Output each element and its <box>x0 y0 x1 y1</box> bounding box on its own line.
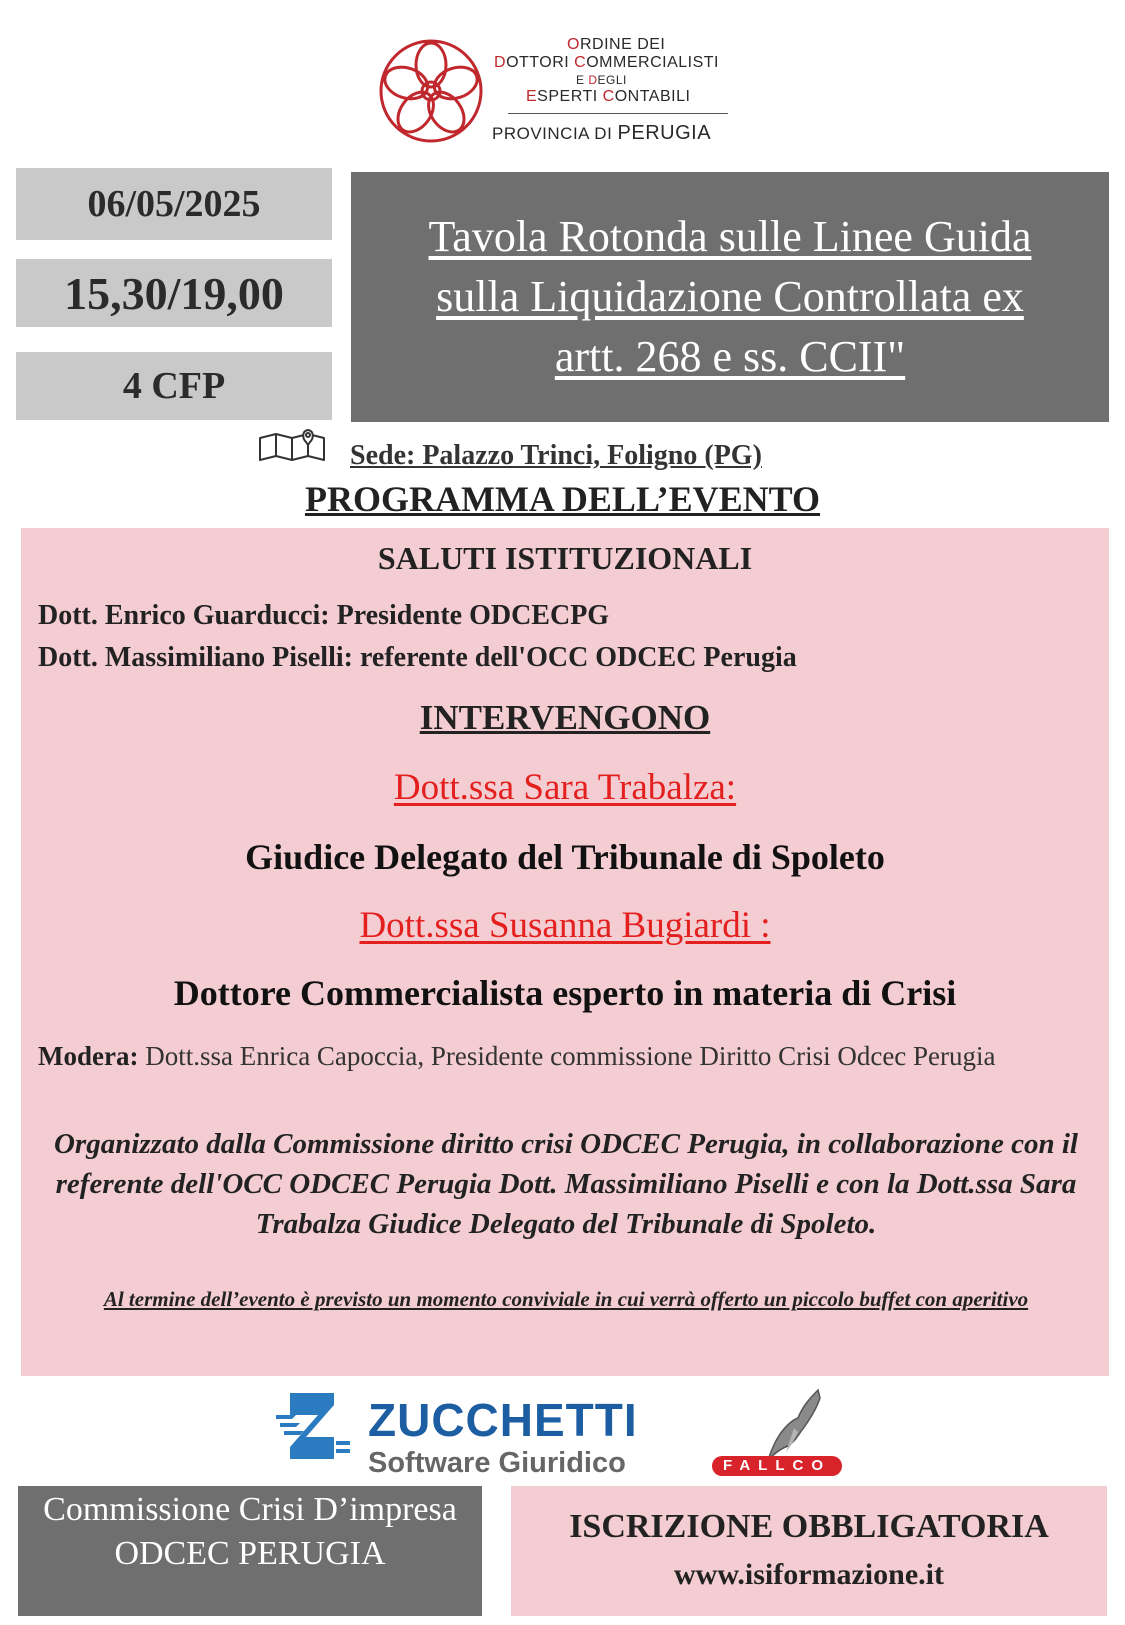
event-venue: Sede: Palazzo Trinci, Foligno (PG) <box>350 440 762 471</box>
registration-box <box>511 1486 1107 1616</box>
province-prefix: PROVINCIA DI <box>492 124 613 143</box>
org-divider <box>508 113 728 114</box>
moderator-text: Dott.ssa Enrica Capoccia, Presidente commissione Diritto Crisi Odcec Perugia <box>138 1041 996 1071</box>
greeting-item: Dott. Enrico Guarducci: Presidente ODCECPG <box>38 600 610 631</box>
greeting-item: Dott. Massimiliano Piselli: referente dell'OCC ODCEC Perugia <box>38 642 797 673</box>
speaker-name: Dott.ssa Susanna Bugiardi : <box>359 905 771 946</box>
org-name-line-4: ESPERTI CONTABILI <box>526 88 691 105</box>
org-province <box>492 122 711 145</box>
buffet-note: Al termine dell’evento è previsto un momento conviviale in cui verrà offerto un piccolo buffet con aperitivo <box>103 1287 1029 1311</box>
speaker-role: Dottore Commercialista esperto in materia di Crisi <box>173 973 957 1013</box>
program-title: PROGRAMMA DELL’EVENTO <box>304 479 821 519</box>
greetings-heading: SALUTI ISTITUZIONALI <box>377 540 753 576</box>
moderator-label: Modera: <box>38 1041 139 1071</box>
fallco-logo: FALLCO <box>712 1456 842 1476</box>
moderator-line <box>38 1036 1088 1076</box>
event-credits: 4 CFP <box>16 352 332 420</box>
odcec-rosette-logo <box>376 36 486 146</box>
speaker-role: Giudice Delegato del Tribunale di Spoleto <box>245 837 885 877</box>
registration-url: www.isiformazione.it <box>674 1558 944 1591</box>
zucchetti-subtitle: Software Giuridico <box>368 1447 626 1479</box>
zucchetti-logo-icon <box>276 1393 350 1459</box>
province-name: PERUGIA <box>617 122 712 144</box>
speaker-name: Dott.ssa Sara Trabalza: <box>393 767 737 808</box>
org-name-line-1: ORDINE DEI <box>567 36 666 53</box>
speakers-heading: INTERVENGONO <box>419 698 711 737</box>
event-title-box <box>351 172 1109 422</box>
zucchetti-name: ZUCCHETTI <box>368 1394 638 1446</box>
organizer-note: Organizzato dalla Commissione diritto crisi ODCEC Perugia, in collaborazione con il referente dell'OCC ODCEC Perugia Dott. Massimiliano Piselli e con la Dott.ssa Sara Trabalza Giudice Delegato del Tribunale di Spoleto. <box>53 1128 1078 1240</box>
commission-box <box>18 1486 482 1616</box>
event-time: 15,30/19,00 <box>16 259 332 327</box>
event-date: 06/05/2025 <box>16 168 332 240</box>
map-pin-icon <box>258 428 326 462</box>
program-panel <box>21 528 1109 1376</box>
org-name-line-2: DOTTORI COMMERCIALISTI <box>494 54 719 71</box>
org-name-line-3: E DEGLI <box>576 73 627 87</box>
event-title: Tavola Rotonda sulle Linee Guida sulla Liquidazione Controllata ex artt. 268 e ss. CCII" <box>428 212 1032 381</box>
registration-title: ISCRIZIONE OBBLIGATORIA <box>569 1508 1049 1545</box>
commission-name: Commissione Crisi D’impresa ODCEC PERUGIA <box>43 1491 457 1572</box>
